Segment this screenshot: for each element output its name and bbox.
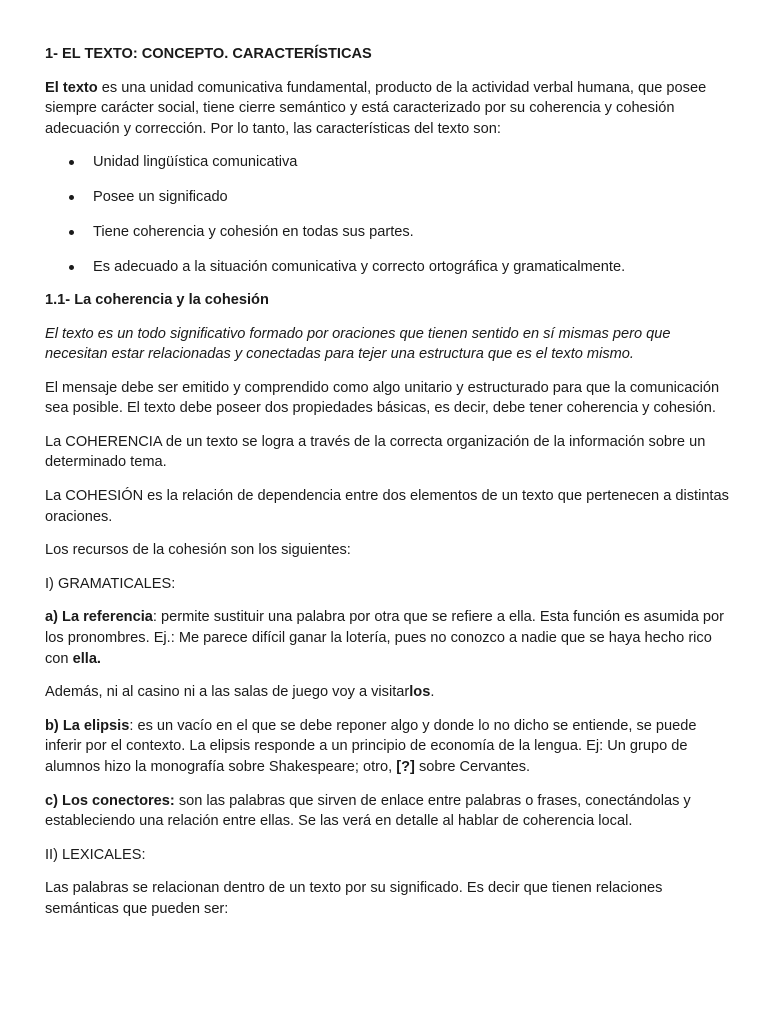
conectores-text: son las palabras que sirven de enlace entre palabras o frases, conectándolas y estableciendo una relación entre ellas. Se las verá en detalle al hablar de coherencia local. — [45, 792, 691, 830]
list-item-text: Es adecuado a la situación comunicativa y correcto ortográfica y gramaticalmente. — [93, 259, 626, 276]
bullet-icon — [69, 195, 74, 200]
list-item — [45, 187, 735, 208]
document-page — [45, 44, 735, 933]
list-item — [45, 257, 735, 278]
lexicales-heading: II) LEXICALES: — [45, 846, 146, 863]
definition-paragraph: El texto es un todo significativo formado por oraciones que tienen sentido en sí mismas pero que necesitan estar relacionadas y conectadas para tejer una estructura que es el texto mismo. — [45, 325, 671, 363]
elipsis-paragraph — [45, 716, 735, 778]
list-item-text: Posee un significado — [93, 189, 228, 206]
list-item-text: Unidad lingüística comunicativa — [93, 154, 298, 171]
gramaticales-heading: I) GRAMATICALES: — [45, 575, 176, 592]
ademas-text: Además, ni al casino ni a las salas de juego voy a visitar — [45, 684, 410, 701]
referencia-paragraph — [45, 607, 735, 669]
referencia-bold-end: ella. — [72, 650, 101, 667]
bullet-icon — [69, 160, 74, 165]
bullet-icon — [69, 265, 74, 270]
section-title: 1- EL TEXTO: CONCEPTO. CARACTERÍSTICAS — [45, 46, 372, 62]
cohesion-paragraph: La COHESIÓN es la relación de dependencia entre dos elementos de un texto que pertenecen a distintas oraciones. — [45, 488, 729, 525]
coherencia-paragraph: La COHERENCIA de un texto se logra a través de la correcta organización de la información sobre un determinado tema. — [45, 433, 706, 471]
elipsis-label: b) La elipsis — [45, 717, 130, 734]
list-item — [45, 222, 735, 243]
mensaje-paragraph: El mensaje debe ser emitido y comprendido como algo unitario y estructurado para que la comunicación sea posible. El texto debe poseer dos propiedades básicas, es decir, debe tener coherencia y cohesión. — [45, 379, 720, 417]
list-item-text: Tiene coherencia y cohesión en todas sus partes. — [93, 224, 414, 241]
bullet-icon — [69, 230, 74, 235]
elipsis-text: : es un vacío en el que se debe reponer algo y donde lo no dicho se entiende, se puede inferir por el contexto. La elipsis responde a un principio de economía de la lengua. Ej: Un grupo de alumnos hizo la monografía sobre Shakespeare; otro, — [45, 717, 697, 776]
referencia-text: : permite sustituir una palabra por otra que se refiere a ella. Esta función es asumida por los pronombres. Ej.: Me parece difícil ganar la lotería, pues no conozco a nadie que se haya hecho rico con — [45, 609, 724, 667]
subsection-title: 1.1- La coherencia y la cohesión — [45, 291, 269, 308]
conectores-label: c) Los conectores: — [45, 792, 175, 809]
elipsis-bold: [?] — [396, 759, 415, 776]
ademas-bold: los — [409, 684, 431, 701]
characteristics-list — [45, 152, 735, 278]
ademas-paragraph — [45, 682, 735, 703]
ademas-end: . — [430, 684, 435, 701]
referencia-label: a) La referencia — [45, 609, 153, 626]
elipsis-end: sobre Cervantes. — [414, 759, 531, 776]
lexicales-paragraph: Las palabras se relacionan dentro de un texto por su significado. Es decir que tienen relaciones semánticas que pueden ser: — [45, 880, 663, 917]
intro-paragraph — [45, 78, 735, 140]
intro-text: es una unidad comunicativa fundamental, producto de la actividad verbal humana, que posee siempre carácter social, tiene cierre semántico y está caracterizado por su coherencia y cohesión adecuación y corrección. Por lo tanto, las características del texto son: — [45, 79, 707, 137]
recursos-paragraph: Los recursos de la cohesión son los siguientes: — [45, 542, 351, 559]
intro-bold-term: El texto — [45, 79, 98, 96]
conectores-paragraph — [45, 791, 735, 832]
list-item — [45, 152, 735, 173]
